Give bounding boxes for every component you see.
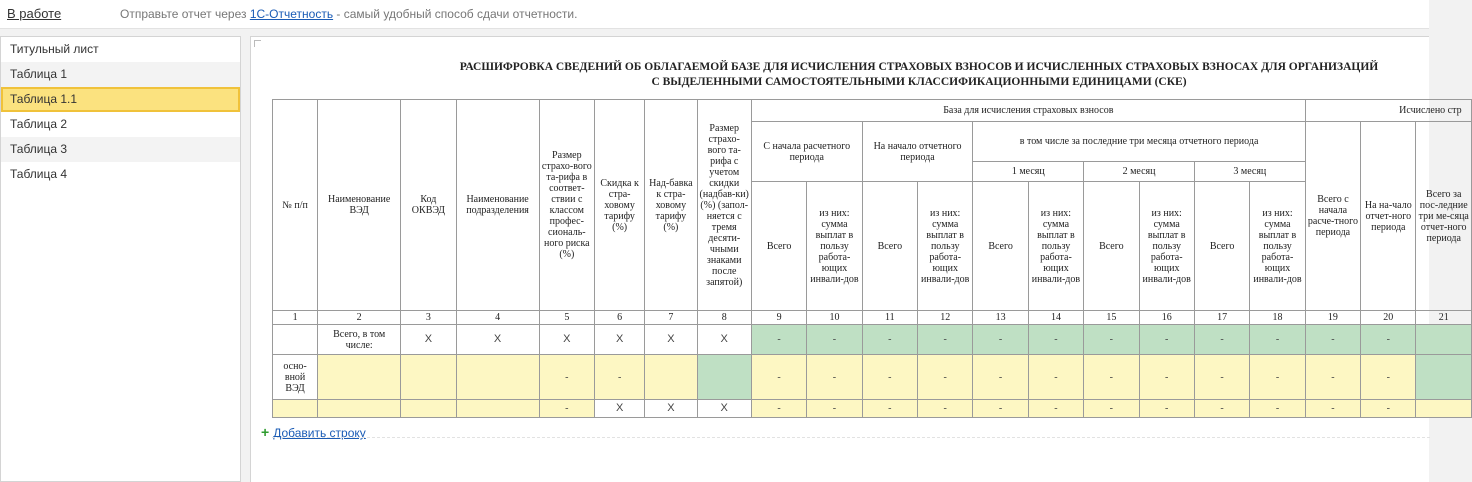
- column-number: 15: [1084, 311, 1139, 325]
- header-subdivision-name: Наименование подразделения: [456, 100, 539, 311]
- header-activity-name: Наименование ВЭД: [318, 100, 401, 311]
- header-calc-at-report-start: На на-чало отчет-ного периода: [1361, 122, 1416, 311]
- surcharge-input[interactable]: [645, 355, 697, 400]
- sub-row-value-input[interactable]: -: [751, 400, 806, 418]
- x-mark: X: [539, 325, 594, 355]
- sub-row-value-input[interactable]: -: [1028, 400, 1083, 418]
- sidebar-item-table-1[interactable]: Таблица 1: [1, 62, 240, 87]
- value-input[interactable]: -: [807, 355, 862, 400]
- column-number: 7: [645, 311, 697, 325]
- total-cell: -: [1139, 325, 1194, 355]
- header-at-report-start: На начало отчетного периода: [862, 122, 973, 182]
- value-input[interactable]: -: [1084, 355, 1139, 400]
- header-discount: Скидка к стра-ховому тарифу (%): [595, 100, 645, 311]
- header-total: Всего: [1194, 182, 1249, 311]
- sidebar-item-title-page[interactable]: Титульный лист: [10, 42, 99, 56]
- total-cell: -: [973, 325, 1028, 355]
- header-disabled-payments: из них: сумма выплат в пользу работа-ющих инвали-дов: [918, 182, 973, 311]
- value-input[interactable]: -: [1139, 355, 1194, 400]
- total-cell: -: [1250, 325, 1305, 355]
- value-input[interactable]: -: [1361, 355, 1416, 400]
- column-number: 9: [751, 311, 806, 325]
- total-row-index: [273, 325, 318, 355]
- sub-row-value-input[interactable]: -: [862, 400, 917, 418]
- main-activity-row: [273, 355, 1472, 400]
- value-input[interactable]: -: [1028, 355, 1083, 400]
- okved-code-input[interactable]: [401, 355, 456, 400]
- sub-row-input[interactable]: [456, 400, 539, 418]
- divider: [272, 437, 1430, 438]
- x-mark: X: [697, 325, 751, 355]
- total-row: [273, 325, 1472, 355]
- header-calc-total-from-start: Всего с начала расче-тного периода: [1305, 122, 1360, 311]
- header-base-tariff: Размер страхо-вого та-рифа в соответ-ствии с классом профес-сиональ-ного риска (%): [539, 100, 594, 311]
- x-mark: X: [595, 400, 645, 418]
- column-number: 5: [539, 311, 594, 325]
- column-number: 19: [1305, 311, 1360, 325]
- column-number: 16: [1139, 311, 1194, 325]
- topbar-message-after: - самый удобный способ сдачи отчетности.: [333, 7, 578, 21]
- header-row-number: № п/п: [273, 100, 318, 311]
- plus-icon: +: [261, 424, 270, 440]
- sub-row-value-input[interactable]: -: [1250, 400, 1305, 418]
- header-base-group: База для исчисления страховых взносов: [751, 100, 1305, 122]
- column-number: 1: [273, 311, 318, 325]
- header-disabled-payments: из них: сумма выплат в пользу работа-ющих инвали-дов: [1139, 182, 1194, 311]
- total-cell: -: [807, 325, 862, 355]
- header-okved-code: Код ОКВЭД: [401, 100, 456, 311]
- total-cell: -: [1305, 325, 1360, 355]
- report-table: [272, 99, 1472, 418]
- sub-row-value-input[interactable]: -: [918, 400, 973, 418]
- header-disabled-payments: из них: сумма выплат в пользу работа-ющих инвали-дов: [807, 182, 862, 311]
- corner-mark: [254, 40, 261, 47]
- x-mark: X: [401, 325, 456, 355]
- add-row-label: Добавить строку: [273, 426, 366, 440]
- sub-row-value-input[interactable]: -: [1084, 400, 1139, 418]
- column-number: 2: [318, 311, 401, 325]
- x-mark: X: [645, 325, 697, 355]
- activity-name-input[interactable]: [318, 355, 401, 400]
- report-title-line-2: С ВЫДЕЛЕННЫМИ САМОСТОЯТЕЛЬНЫМИ КЛАССИФИКАЦИОННЫМИ ЕДИНИЦАМИ (СКЕ): [651, 76, 1187, 88]
- value-input[interactable]: -: [1305, 355, 1360, 400]
- report-title-line-1: РАСШИФРОВКА СВЕДЕНИЙ ОБ ОБЛАГАЕМОЙ БАЗЕ ДЛЯ ИСЧИСЛЕНИЯ СТРАХОВЫХ ВЗНОСОВ И ИСЧИСЛЕННЫХ СТРАХОВЫХ ВЗНОСАХ ДЛЯ ОРГАНИЗАЦИЙ: [459, 61, 1379, 73]
- total-cell: -: [1028, 325, 1083, 355]
- column-number: 20: [1361, 311, 1416, 325]
- topbar-message: [120, 7, 577, 21]
- column-number: 14: [1028, 311, 1083, 325]
- header-calculated-group: Исчислено стр: [1305, 100, 1471, 122]
- x-mark: X: [595, 325, 645, 355]
- total-cell: -: [1361, 325, 1416, 355]
- calc-cell: [1416, 355, 1472, 400]
- total-cell: [1416, 325, 1472, 355]
- sub-row-value-input[interactable]: -: [1139, 400, 1194, 418]
- x-mark: X: [456, 325, 539, 355]
- sub-row: [273, 400, 1472, 418]
- sub-row-value-input[interactable]: -: [973, 400, 1028, 418]
- sidebar-item-table-3[interactable]: Таблица 3: [1, 137, 240, 162]
- sub-row-value-input[interactable]: -: [1194, 400, 1249, 418]
- top-bar: [0, 0, 1429, 29]
- report-content: [250, 36, 1469, 482]
- total-cell: -: [918, 325, 973, 355]
- header-month-3: 3 месяц: [1194, 162, 1305, 182]
- report-title: [429, 60, 1409, 90]
- total-cell: -: [1084, 325, 1139, 355]
- value-input[interactable]: -: [1250, 355, 1305, 400]
- sub-row-value-input[interactable]: -: [1305, 400, 1360, 418]
- column-number: 8: [697, 311, 751, 325]
- sub-row-value-input[interactable]: -: [807, 400, 862, 418]
- header-total: Всего: [862, 182, 917, 311]
- sidebar-item-table-2[interactable]: Таблица 2: [10, 117, 68, 131]
- main-activity-label: осно-вной ВЭД: [273, 355, 318, 400]
- header-from-period-start: С начала расчетного периода: [751, 122, 862, 182]
- sidebar-item-table-1-1[interactable]: Таблица 1.1: [1, 87, 240, 112]
- topbar-message-before: Отправьте отчет через: [120, 7, 250, 21]
- header-disabled-payments: из них: сумма выплат в пользу работа-ющих инвали-дов: [1250, 182, 1305, 311]
- subdivision-name-input[interactable]: [456, 355, 539, 400]
- value-input[interactable]: -: [918, 355, 973, 400]
- column-number: 12: [918, 311, 973, 325]
- header-calc-last-three-months: Всего за пос-ледние три ме-сяца отчет-ного периода: [1416, 122, 1472, 311]
- adjusted-tariff-cell: [697, 355, 751, 400]
- total-cell: -: [862, 325, 917, 355]
- sidebar-item-table-4[interactable]: Таблица 4: [10, 167, 68, 181]
- sub-row-value-input[interactable]: [1416, 400, 1472, 418]
- sub-row-input[interactable]: [318, 400, 401, 418]
- column-number: 3: [401, 311, 456, 325]
- status-link[interactable]: В работе: [7, 6, 62, 21]
- 1c-reporting-link[interactable]: 1С-Отчетность: [249, 7, 334, 21]
- header-total: Всего: [751, 182, 806, 311]
- header-last-three-months: в том числе за последние три месяца отчетного периода: [973, 122, 1305, 162]
- value-input[interactable]: -: [973, 355, 1028, 400]
- header-month-1: 1 месяц: [973, 162, 1084, 182]
- column-number: 11: [862, 311, 917, 325]
- value-input[interactable]: -: [1194, 355, 1249, 400]
- value-input[interactable]: -: [862, 355, 917, 400]
- sub-row-label-input[interactable]: [273, 400, 318, 418]
- discount-input[interactable]: -: [595, 355, 645, 400]
- column-number: 4: [456, 311, 539, 325]
- value-input[interactable]: -: [751, 355, 806, 400]
- header-total: Всего: [973, 182, 1028, 311]
- total-cell: -: [751, 325, 806, 355]
- sidebar: [0, 36, 241, 482]
- report-table-wrapper: [272, 99, 1472, 418]
- column-number: 17: [1194, 311, 1249, 325]
- column-number: 10: [807, 311, 862, 325]
- column-number: 6: [595, 311, 645, 325]
- header-adjusted-tariff: Размер страхо-вого та-рифа с учетом скидки (надбав-ки) (%) (запол-няется с тремя десяти-чными знаками после запятой): [697, 100, 751, 311]
- header-total: Всего: [1084, 182, 1139, 311]
- sub-row-input[interactable]: [401, 400, 456, 418]
- column-number: 21: [1416, 311, 1472, 325]
- header-surcharge: Над-бавка к стра-ховому тарифу (%): [645, 100, 697, 311]
- column-number: 18: [1250, 311, 1305, 325]
- header-month-2: 2 месяц: [1084, 162, 1195, 182]
- base-tariff-input[interactable]: -: [539, 355, 594, 400]
- sub-row-tariff-input[interactable]: -: [539, 400, 594, 418]
- x-mark: X: [645, 400, 697, 418]
- total-cell: -: [1194, 325, 1249, 355]
- total-row-label: Всего, в том числе:: [318, 325, 401, 355]
- header-disabled-payments: из них: сумма выплат в пользу работа-ющих инвали-дов: [1028, 182, 1083, 311]
- column-number: 13: [973, 311, 1028, 325]
- x-mark: X: [697, 400, 751, 418]
- sub-row-value-input[interactable]: -: [1361, 400, 1416, 418]
